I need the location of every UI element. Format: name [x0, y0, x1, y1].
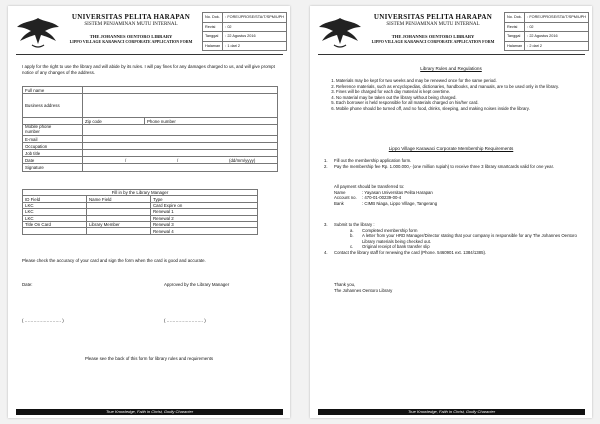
step-text: Contact the library staff for renewing the card (Phone. 5460901 ext. 1384/1385).: [334, 249, 487, 255]
thanks-text: Thank you,: [334, 282, 356, 287]
manager-header-type: Type: [151, 196, 258, 202]
header-divider: [318, 54, 585, 55]
payment-row: [334, 201, 580, 207]
table-cell: Renewal 2: [151, 215, 258, 221]
header-divider: [16, 54, 283, 55]
university-name: UNIVERSITAS PELITA HARAPAN: [373, 13, 493, 21]
doc-value: : FORE/JPROSE/STA/T/SPM/UPH: [525, 13, 589, 23]
occupation-input[interactable]: [83, 143, 278, 150]
step-number: 1.: [324, 158, 328, 163]
signature-input[interactable]: [83, 164, 278, 172]
full-name-label: Full name: [23, 87, 83, 94]
step-text: Pay the membership fee Rp. 1.000.000,- (one million rupiah) to receive three 3 library smartcards valid for one year.: [334, 163, 554, 169]
form-title: LIPPO VILLAGE KARAWACI CORPORATE APPLICATION FORM: [371, 39, 495, 44]
quality-system: SISTEM PENJAMINAN MUTU INTERNAL: [386, 22, 480, 27]
mobile-phone-input[interactable]: [83, 125, 278, 136]
revisi-value: : 02: [525, 22, 589, 32]
step-text: Submit to the library :: [334, 222, 375, 227]
list-item: 1. Materials may be kept for two weeks and may be renewed once for the same period.: [336, 78, 580, 84]
job-title-input[interactable]: [83, 150, 278, 157]
applicant-form-table: [22, 86, 278, 172]
manager-header-name: Name Field: [87, 196, 151, 202]
revisi-value: : 02: [223, 22, 287, 32]
rules-list: [324, 78, 580, 112]
manager-header-id: ID Field: [23, 196, 87, 202]
table-cell: Renewal 4: [151, 228, 258, 234]
table-cell: Renewal 3: [151, 221, 258, 227]
list-item: [324, 233, 580, 244]
step-number: 3.: [324, 222, 328, 227]
business-address-input[interactable]: [83, 94, 278, 118]
doc-value: : FORE/JPROSE/STA/T/SPM/UPH: [223, 13, 287, 23]
back-side-note: Please see the back of this form for library rules and requirements: [84, 356, 214, 361]
document-info-table: [202, 12, 287, 51]
rules-title: Library Rules and Regulations: [420, 66, 482, 71]
mobile-phone-label-2: number: [25, 129, 40, 134]
page-value: : 1 dari 2: [223, 41, 287, 51]
manager-table-title: Fill in by the Library Manager: [23, 190, 258, 196]
sub-item-letter: a.: [350, 227, 354, 233]
table-cell: Library Member: [87, 221, 151, 227]
approval-date-label: Date:: [22, 282, 33, 287]
submission-requirements: [324, 222, 580, 256]
payment-key: Account no.: [334, 195, 357, 201]
form-page-1: [8, 6, 290, 418]
approved-by-label: Approved by the Library Manager: [164, 282, 230, 287]
library-name: THE JOHANNES OENTORO LIBRARY: [391, 34, 475, 39]
list-item: 3. Fines will be charged for each day material is kept overtime.: [336, 89, 580, 95]
document-header: [16, 12, 283, 56]
list-item: 4. No material may be taken out the library without being charged.: [336, 95, 580, 101]
table-cell: LKC: [23, 215, 87, 221]
footer-motto: True Knowledge, Faith in Christ, Godly Character: [318, 409, 585, 415]
table-cell: Card Expire on: [151, 202, 258, 208]
sub-item-text: A letter from your HRD Manager/Director stating that your company is responsible for any The Johannes Oentoro Library materials being checked out.: [362, 233, 577, 244]
step-number: 2.: [324, 163, 328, 169]
revisi-label: Revisi: [505, 22, 525, 32]
list-item: [324, 164, 580, 170]
page-label: Halaman: [505, 41, 525, 51]
sub-item-letter: c.: [350, 244, 354, 250]
table-cell: Title On Card: [23, 221, 87, 227]
payment-value: : Yayasan Universitas Pelita Harapan: [362, 189, 433, 195]
mobile-phone-label-1: Mobile phone: [25, 124, 52, 130]
document-header: [318, 12, 585, 56]
form-title: LIPPO VILLAGE KARAWACI CORPORATE APPLICATION FORM: [69, 39, 193, 44]
page-value: : 2 dari 2: [525, 41, 589, 51]
payment-value: : CIMB Niaga, Lippo Village, Tangerang: [362, 200, 438, 206]
page-label: Halaman: [203, 41, 223, 51]
doc-label: No. Dok.: [203, 13, 223, 23]
application-statement: I apply for the right to use the library and will abide by its rules. I will pay fines for any damages charged to us, and will give prompt notice of any changes of the address.: [22, 64, 275, 75]
occupation-label: Occupation: [23, 143, 83, 150]
quality-system: SISTEM PENJAMINAN MUTU INTERNAL: [84, 22, 178, 27]
payment-intro: All payment should be transferred to:: [334, 184, 405, 189]
list-item: 6. Mobile phone should be turned off, and no food, drinks, sleeping, and making noises inside the library.: [336, 106, 580, 112]
signature-label: Signature: [23, 164, 83, 172]
business-address-label: Business address: [23, 94, 83, 118]
table-cell: LKC: [23, 209, 87, 215]
table-cell: Renewal 1: [151, 209, 258, 215]
form-page-2: [310, 6, 592, 418]
university-name: UNIVERSITAS PELITA HARAPAN: [71, 13, 191, 21]
accuracy-note: Please check the accuracy of your card and sign the form when the card is good and accurate.: [22, 258, 206, 263]
payment-key: Name: [334, 189, 346, 195]
footer-motto: True Knowledge, Faith in Christ, Godly Character: [16, 409, 283, 415]
date-slash-1: /: [125, 157, 127, 163]
step-number: 4.: [324, 249, 328, 255]
header-titles: [364, 13, 502, 44]
job-title-label: Job title: [23, 150, 83, 157]
sub-item-letter: b.: [350, 233, 354, 239]
email-input[interactable]: [83, 136, 278, 143]
sub-item-text: Original receipt of bank transfer slip: [362, 244, 430, 250]
manager-signature-line[interactable]: ( ……………………. ): [164, 318, 206, 323]
tanggal-label: Tanggal: [505, 32, 525, 42]
library-name: THE JOHANNES OENTORO LIBRARY: [89, 34, 173, 39]
date-label: Date: [23, 157, 83, 164]
header-titles: [62, 13, 200, 44]
table-cell: LKC: [23, 202, 87, 208]
full-name-input[interactable]: [83, 87, 278, 94]
date-slash-2: /: [177, 157, 179, 163]
revisi-label: Revisi: [203, 22, 223, 32]
signoff-text: The Johannes Oentoro Library: [334, 287, 393, 293]
applicant-signature-line[interactable]: ( ……………………. ): [22, 318, 64, 323]
tanggal-label: Tanggal: [203, 32, 223, 42]
payment-key: Bank: [334, 200, 344, 206]
tanggal-value: : 22 Agustus 2016: [223, 32, 287, 42]
phone-number-label: Phone number: [145, 118, 278, 125]
eagle-logo-icon: [16, 12, 60, 52]
document-info-table: [504, 12, 589, 51]
zip-code-label: Zip code: [83, 118, 145, 125]
step-text: Fill out the membership application form.: [334, 158, 412, 163]
payment-value: : 470-01-00239-00-4: [362, 195, 402, 201]
manager-table: [22, 189, 258, 235]
table-cell[interactable]: [87, 228, 151, 234]
eagle-logo-icon: [318, 12, 362, 52]
email-label: E-mail: [23, 136, 83, 143]
membership-steps: [324, 158, 580, 169]
tanggal-value: : 22 Agustus 2016: [525, 32, 589, 42]
list-item: [324, 250, 580, 256]
table-cell[interactable]: [23, 228, 87, 234]
doc-label: No. Dok.: [505, 13, 525, 23]
date-format: (dd/mm/yyyy): [229, 157, 256, 163]
mobile-phone-label: [23, 125, 83, 136]
date-input[interactable]: [83, 157, 278, 164]
membership-title: Lippo Village Karawaci Corporate Membership Requirements: [388, 146, 514, 151]
list-item: 5. Each borrower is held responsible for all materials charged on his/her card.: [336, 100, 580, 106]
payment-details: [324, 184, 580, 206]
list-item: 2. Reference materials, such as encyclopedias, dictionaries, handbooks, and manuals, are to be used only in the library.: [336, 84, 580, 90]
table-row: [23, 228, 258, 234]
sub-item-text: Completed membership form: [362, 227, 418, 233]
closing: [324, 282, 580, 293]
